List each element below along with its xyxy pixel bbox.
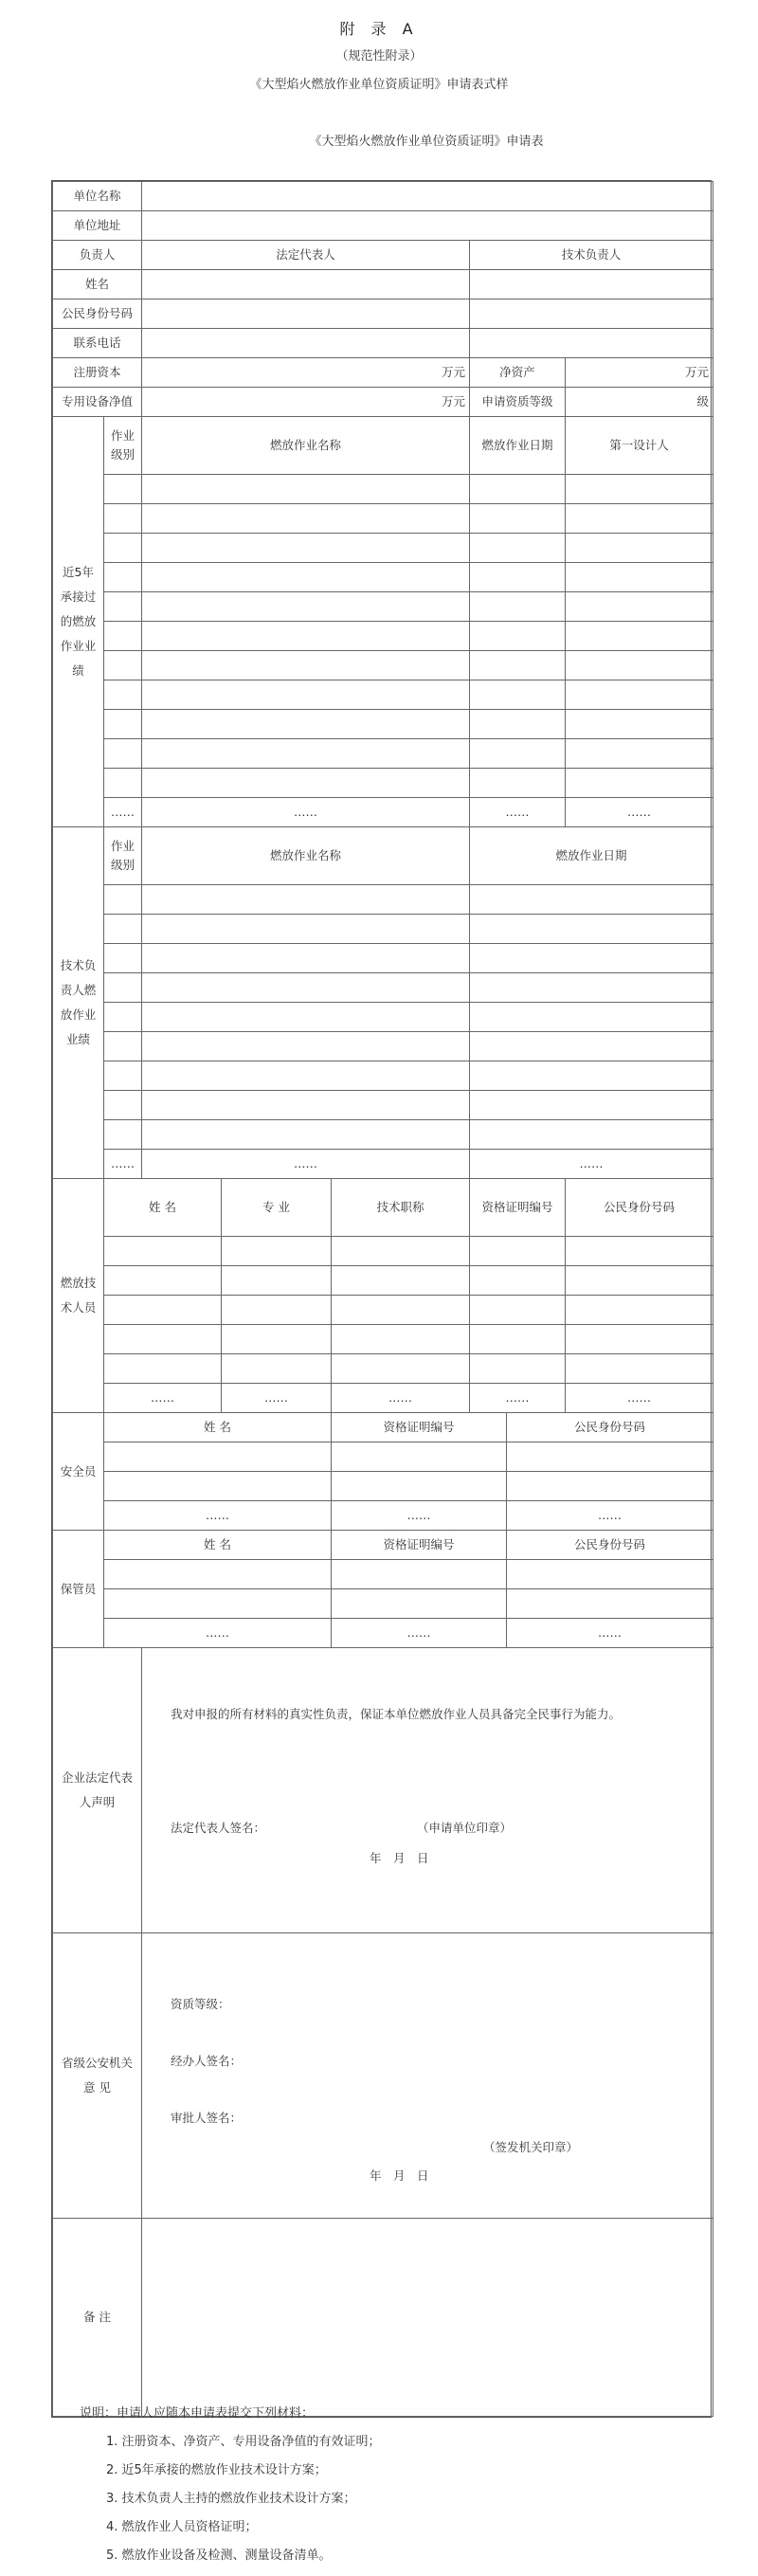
safety-col-cert: 资格证明编号 bbox=[332, 1413, 507, 1442]
phone-label: 联系电话 bbox=[53, 329, 142, 358]
legal-rep-sign-label: 法定代表人签名： bbox=[171, 1821, 266, 1835]
table-row bbox=[53, 1091, 713, 1120]
table-row bbox=[53, 1354, 713, 1384]
declaration-date: 年 月 日 bbox=[370, 1851, 429, 1865]
perf-col-name: 燃放作业名称 bbox=[142, 417, 470, 475]
legal-rep-name-field[interactable] bbox=[142, 270, 470, 299]
table-row bbox=[53, 1296, 713, 1325]
perf-side-label: 近5年承接过的燃放作业业绩 bbox=[53, 417, 104, 827]
police-handler-label: 经办人签名： bbox=[171, 2054, 243, 2068]
table-row bbox=[53, 534, 713, 563]
table-row bbox=[53, 885, 713, 915]
table-row bbox=[53, 1032, 713, 1061]
person-label: 负责人 bbox=[53, 241, 142, 270]
safety-col-name: 姓 名 bbox=[104, 1413, 332, 1442]
unit-address-label: 单位地址 bbox=[53, 211, 142, 241]
police-approver-label: 审批人签名： bbox=[171, 2111, 243, 2125]
net-assets-unit: 万元 bbox=[685, 365, 710, 379]
staff-col-title: 技术职称 bbox=[332, 1179, 470, 1237]
table-row bbox=[53, 651, 713, 680]
police-opinion-box[interactable] bbox=[142, 1933, 713, 2219]
custodian-col-cert: 资格证明编号 bbox=[332, 1531, 507, 1560]
issuer-seal: （签发机关印章） bbox=[483, 2140, 579, 2154]
table-row bbox=[53, 973, 713, 1003]
remarks-side-label: 备 注 bbox=[53, 2219, 142, 2417]
declaration-box[interactable] bbox=[142, 1648, 713, 1933]
table-row-ellipsis: …… …… …… bbox=[53, 1150, 713, 1179]
table-row bbox=[53, 1589, 713, 1619]
table-row bbox=[53, 1560, 713, 1589]
table-row bbox=[53, 475, 713, 504]
declaration-text: 我对申报的所有材料的真实性负责，保证本单位燃放作业人员具备完全民事行为能力。 bbox=[171, 1707, 622, 1721]
perf-col-date: 燃放作业日期 bbox=[470, 417, 566, 475]
custodian-col-id: 公民身份号码 bbox=[507, 1531, 713, 1560]
table-row bbox=[53, 1003, 713, 1032]
table-row bbox=[53, 739, 713, 769]
form-title: 《大型焰火燃放作业单位资质证明》申请表 bbox=[309, 135, 544, 149]
table-row bbox=[53, 769, 713, 798]
notes-item: 5. 燃放作业设备及检测、测量设备清单。 bbox=[106, 2549, 332, 2563]
grade-unit: 级 bbox=[696, 394, 710, 408]
table-row bbox=[53, 1237, 713, 1266]
notes-item: 3. 技术负责人主持的燃放作业技术设计方案； bbox=[106, 2492, 356, 2506]
custodian-col-name: 姓 名 bbox=[104, 1531, 332, 1560]
safety-col-id: 公民身份号码 bbox=[507, 1413, 713, 1442]
staff-side-label: 燃放技术人员 bbox=[53, 1179, 104, 1413]
remarks-box[interactable] bbox=[142, 2219, 713, 2417]
table-row bbox=[53, 1472, 713, 1501]
table-row-ellipsis: …… …… …… …… bbox=[53, 798, 713, 827]
table-row bbox=[53, 622, 713, 651]
custodian-side-label: 保管员 bbox=[53, 1531, 104, 1648]
appendix-subtitle: （规范性附录） bbox=[335, 49, 423, 63]
table-row-ellipsis: …… …… …… …… …… bbox=[53, 1384, 713, 1413]
table-row bbox=[53, 1266, 713, 1296]
unit-name-label: 单位名称 bbox=[53, 182, 142, 211]
unit-name-field[interactable] bbox=[142, 182, 713, 211]
appendix-caption: 《大型焰火燃放作业单位资质证明》申请表式样 bbox=[249, 78, 509, 92]
tech-lead-header: 技术负责人 bbox=[470, 241, 713, 270]
name-label: 姓名 bbox=[53, 270, 142, 299]
table-row bbox=[53, 915, 713, 944]
tech-perf-side-label: 技术负责人燃放作业业绩 bbox=[53, 827, 104, 1179]
legal-rep-header: 法定代表人 bbox=[142, 241, 470, 270]
id-label: 公民身份号码 bbox=[53, 299, 142, 329]
staff-col-id: 公民身份号码 bbox=[566, 1179, 713, 1237]
legal-rep-phone-field[interactable] bbox=[142, 329, 470, 358]
table-row-ellipsis: …… …… …… bbox=[53, 1619, 713, 1648]
form-table bbox=[52, 181, 713, 2417]
table-row-ellipsis: …… …… …… bbox=[53, 1501, 713, 1531]
safety-side-label: 安全员 bbox=[53, 1413, 104, 1531]
police-date: 年 月 日 bbox=[370, 2168, 429, 2183]
table-row bbox=[53, 563, 713, 592]
tech-lead-phone-field[interactable] bbox=[470, 329, 713, 358]
staff-col-major: 专 业 bbox=[222, 1179, 332, 1237]
table-row bbox=[53, 1061, 713, 1091]
table-row bbox=[53, 710, 713, 739]
appendix-title: 附 录 A bbox=[339, 20, 419, 38]
reg-capital-label: 注册资本 bbox=[53, 358, 142, 388]
applicant-seal: （申请单位印章） bbox=[417, 1821, 513, 1835]
table-row bbox=[53, 1325, 713, 1354]
staff-col-name: 姓 名 bbox=[104, 1179, 222, 1237]
police-side-label: 省级公安机关意 见 bbox=[53, 1933, 142, 2219]
table-row bbox=[53, 680, 713, 710]
unit-address-field[interactable] bbox=[142, 211, 713, 241]
notes-section bbox=[80, 2400, 381, 2570]
tech-lead-id-field[interactable] bbox=[470, 299, 713, 329]
staff-col-cert: 资格证明编号 bbox=[470, 1179, 566, 1237]
equip-field[interactable] bbox=[142, 388, 470, 417]
net-assets-label: 净资产 bbox=[470, 358, 566, 388]
equip-unit: 万元 bbox=[442, 394, 466, 408]
legal-rep-id-field[interactable] bbox=[142, 299, 470, 329]
table-row bbox=[53, 1120, 713, 1150]
table-row bbox=[53, 1442, 713, 1472]
notes-item: 2. 近5年承接的燃放作业技术设计方案； bbox=[106, 2463, 327, 2477]
tech-perf-col-name: 燃放作业名称 bbox=[142, 827, 470, 885]
grade-label: 申请资质等级 bbox=[470, 388, 566, 417]
reg-capital-unit: 万元 bbox=[442, 365, 466, 379]
police-grade-label: 资质等级： bbox=[171, 1997, 230, 2011]
table-row bbox=[53, 944, 713, 973]
perf-col-designer: 第一设计人 bbox=[566, 417, 713, 475]
tech-lead-name-field[interactable] bbox=[470, 270, 713, 299]
perf-col-level: 作业级别 bbox=[104, 417, 142, 475]
application-form bbox=[51, 180, 712, 2418]
notes-intro: 说明：申请人应随本申请表提交下列材料： bbox=[80, 2406, 315, 2421]
notes-item: 1. 注册资本、净资产、专用设备净值的有效证明； bbox=[106, 2435, 381, 2449]
tech-perf-col-date: 燃放作业日期 bbox=[470, 827, 713, 885]
table-row bbox=[53, 504, 713, 534]
table-row bbox=[53, 592, 713, 622]
notes-item: 4. 燃放作业人员资格证明； bbox=[106, 2520, 258, 2534]
reg-capital-field[interactable] bbox=[142, 358, 470, 388]
net-assets-field[interactable] bbox=[566, 358, 713, 388]
equip-label: 专用设备净值 bbox=[53, 388, 142, 417]
grade-field[interactable] bbox=[566, 388, 713, 417]
declaration-side-label: 企业法定代表人声明 bbox=[53, 1648, 142, 1933]
tech-perf-col-level: 作业级别 bbox=[104, 827, 142, 885]
